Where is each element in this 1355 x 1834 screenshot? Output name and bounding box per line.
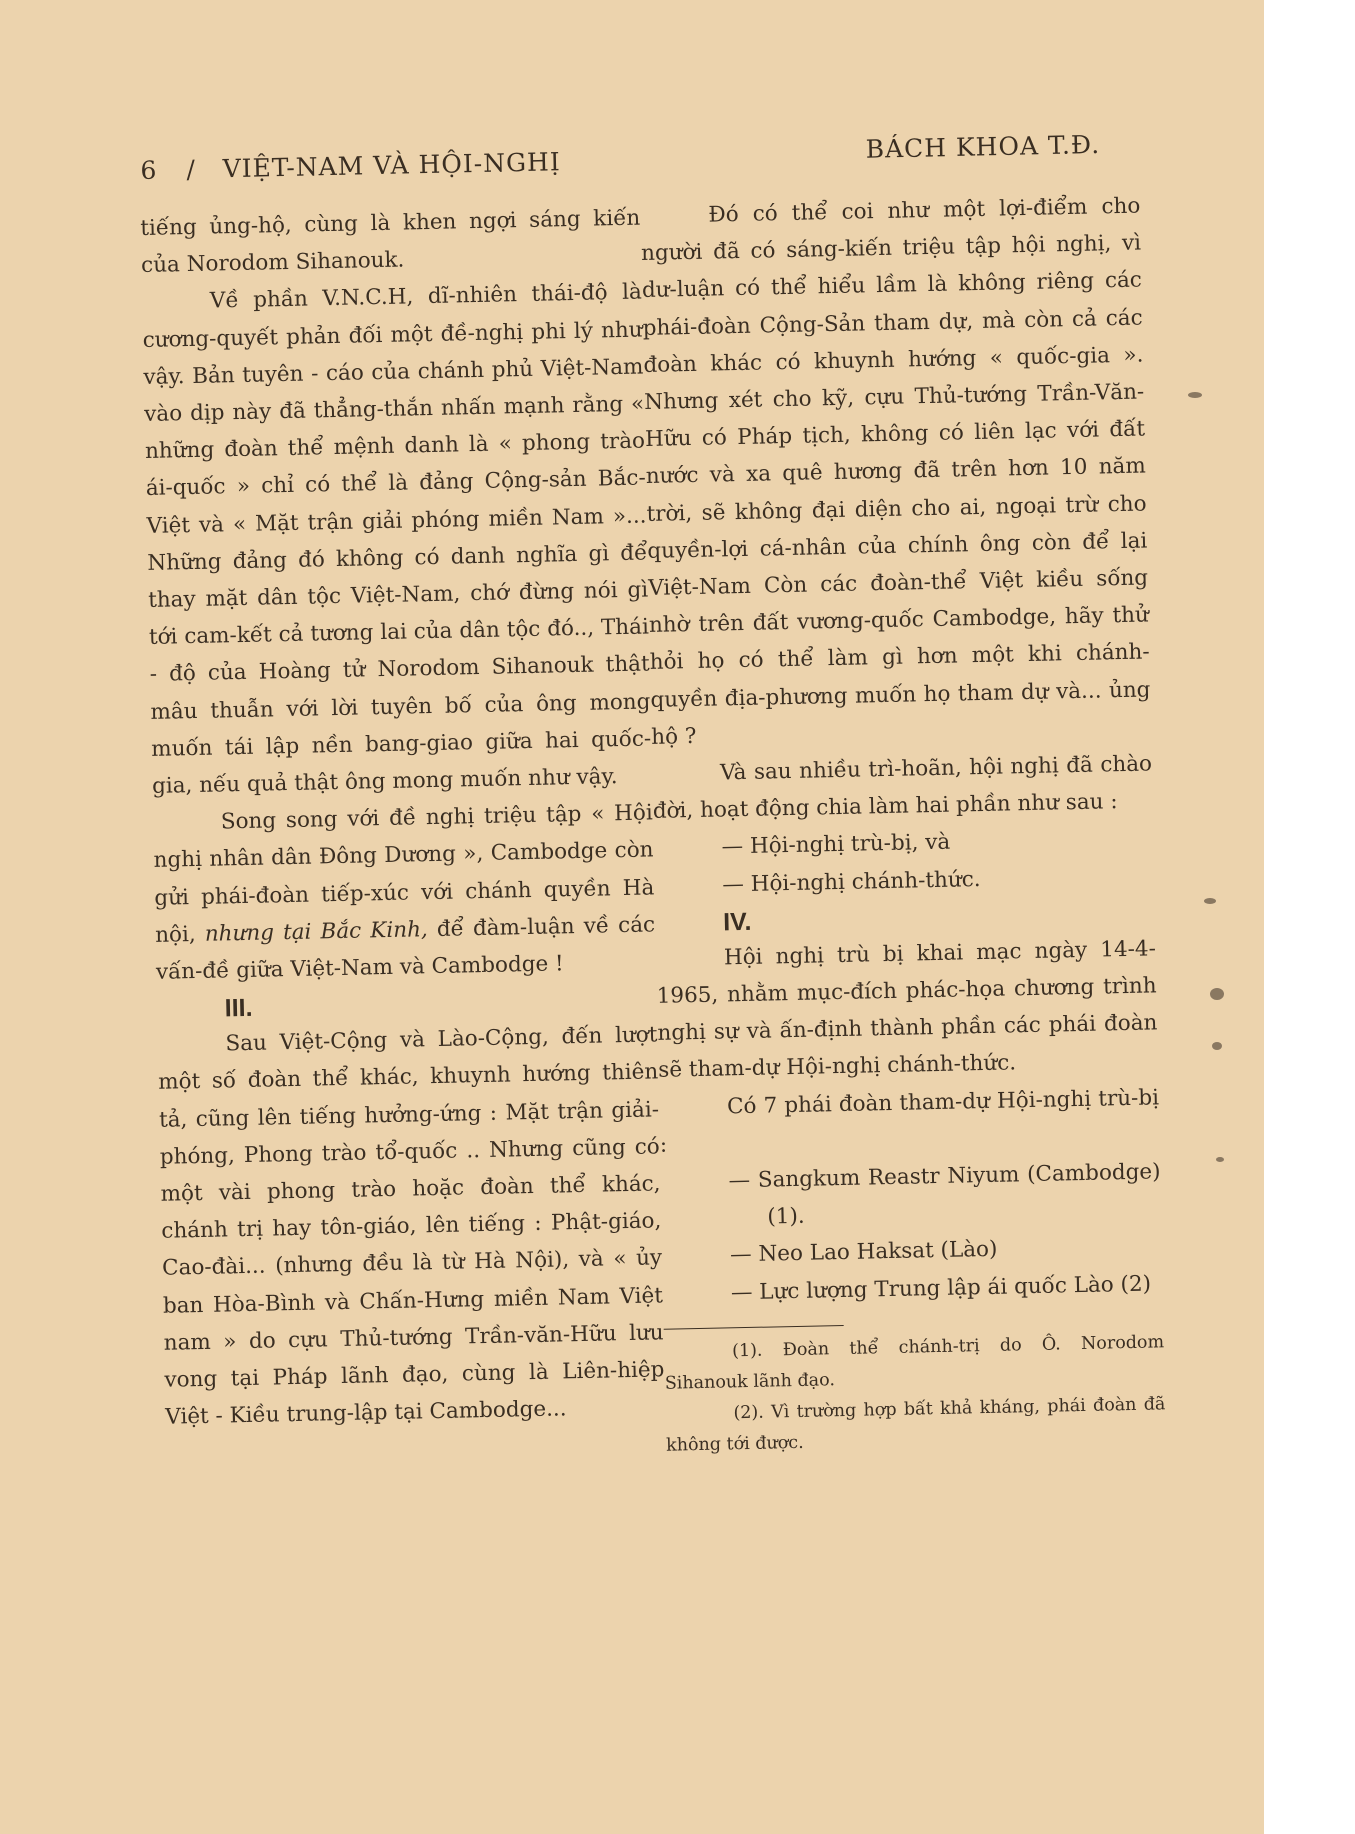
paragraph: Hội nghị trù bị khai mạc ngày 14-4-1965, nhằm mục-đích phác-họa chương trình nghị sự và ấn-định thành phần các phái đoàn sẽ tham-dự Hội-nghị chánh-thức. [656, 936, 1158, 1084]
left-column [140, 200, 666, 1437]
edge-mark [1204, 898, 1216, 904]
footnote: (2). Vì trường hợp bất khả kháng, phái đoàn đã không tới được. [665, 1394, 1166, 1456]
edge-mark [1216, 1157, 1224, 1162]
chapter-title [186, 147, 561, 184]
header-separator: / [186, 154, 197, 185]
list-item: — Hội-nghị trù-bị, và [721, 830, 951, 860]
edge-mark [1210, 988, 1224, 1000]
list-item: — Lực lượng Trung lập ái quốc Lào (2) [730, 1271, 1152, 1306]
footnote-divider [664, 1325, 844, 1330]
paragraph-text: Song song với đề nghị triệu tập « Hội nghị nhân dân Đông Dương », Cambodge còn gửi phái-đoàn tiếp-xúc với chánh quyền Hà nội, [153, 800, 655, 948]
running-header [140, 130, 1101, 190]
italic-emphasis: nhưng tại Bắc Kinh, [204, 916, 429, 947]
paragraph: Có 7 phái đoàn tham-dự Hội-nghị trù-bị : [659, 1085, 1160, 1158]
right-column [640, 188, 1166, 1462]
list-item: — Hội-nghị chánh-thức. [722, 866, 981, 898]
paragraph: Sau Việt-Cộng và Lào-Cộng, đến lượt một số đoàn thể khác, khuynh hướng thiên tả, cũng lên tiếng hưởng-ứng : Mặt trận giải-phóng, Phong trào tổ-quốc .. Nhưng cũng có một vài phong trào hoặc đoàn thể khác, chánh trị hay tôn-giáo, lên tiếng : Phật-giáo, Cao-đài... (nhưng đều là từ Hà Nội), và « ủy ban Hòa-Bình và Chấn-Hưng miền Nam Việt nam » do cựu Thủ-tướng Trần-văn-Hữu lưu vong tại Pháp lãnh đạo, cùng là Liên-hiệp Việt - Kiều trung-lập tại Cambodge... [158, 1022, 665, 1431]
list-item: — Sangkum Reastr Niyum (Cambodge) (1). [728, 1159, 1161, 1230]
section-heading-4: IV. [722, 907, 752, 937]
edge-mark [1188, 392, 1202, 398]
paragraph: Và sau nhiều trì-hoãn, hội nghị đã chào đời, hoạt động chia làm hai phần như sau : [652, 751, 1153, 825]
paragraph [152, 795, 656, 991]
paragraph: tiếng ủng-hộ, cùng là khen ngợi sáng kiến của Norodom Sihanouk. [140, 205, 641, 279]
section-heading-3: III. [224, 994, 253, 1023]
footnote: (1). Đoàn thể chánh-trị do Ô. Norodom Sihanouk lãnh đạo. [664, 1332, 1165, 1394]
paragraph: Về phần V.N.C.H, dĩ-nhiên thái-độ là cương-quyết phản đối một đề-nghị phi lý như vậy. Bản tuyên - cáo của chánh phủ Việt-Nam vào dịp này đã thẳng-thắn nhấn mạnh rằng « những đoàn thể mệnh danh là « phong trào ái-quốc » chỉ có thể là đảng Cộng-sản Bắc-Việt và « Mặt trận giải phóng miền Nam »... Những đảng đó không có danh nghĩa gì để thay mặt dân tộc Việt-Nam, chớ đừng nói gì tới cam-kết cả tương lai của dân tộc đó.., Thái - độ của Hoàng tử Norodom Sihanouk thật mâu thuẫn với lời tuyên bố của ông mong muốn tái lập nền bang-giao giữa hai quốc-gia, nếu quả thật ông mong muốn như vậy. [142, 279, 652, 799]
paragraph: Đó có thể coi như một lợi-điểm cho người đã có sáng-kiến triệu tập hội nghị, vì dư-luận có thể hiểu lầm là không riêng các phái-đoàn Cộng-Sản tham dự, mà còn cả các đoàn khác có khuynh hướng « quốc-gia ». Nhưng xét cho kỹ, cựu Thủ-tướng Trần-Văn-Hữu có Pháp tịch, không có liên lạc với đất nước và xa quê hương đã trên hơn 10 năm trời, sẽ không đại diện cho ai, ngoại trừ cho quyền-lợi cá-nhân của chính ông còn để lại Việt-Nam Còn các đoàn-thể Việt kiều sống nhờ trên đất vương-quốc Cambodge, hãy thử hỏi họ có thể làm gì hơn một khi chánh-quyền địa-phương muốn họ tham dự và... ủng hộ ? [640, 193, 1151, 750]
chapter-title-text: VIỆT-NAM VÀ HỘI-NGHỊ [222, 147, 561, 184]
paragraph-text: để đàm-luận về các vấn-đề giữa Việt-Nam và Cambodge ! [155, 912, 656, 985]
publication-title: BÁCH KHOA T.Đ. [865, 129, 1101, 164]
list-item: — Neo Lao Haksat (Lào) [729, 1237, 998, 1268]
page-number: 6 [140, 155, 158, 185]
edge-mark [1212, 1042, 1222, 1050]
